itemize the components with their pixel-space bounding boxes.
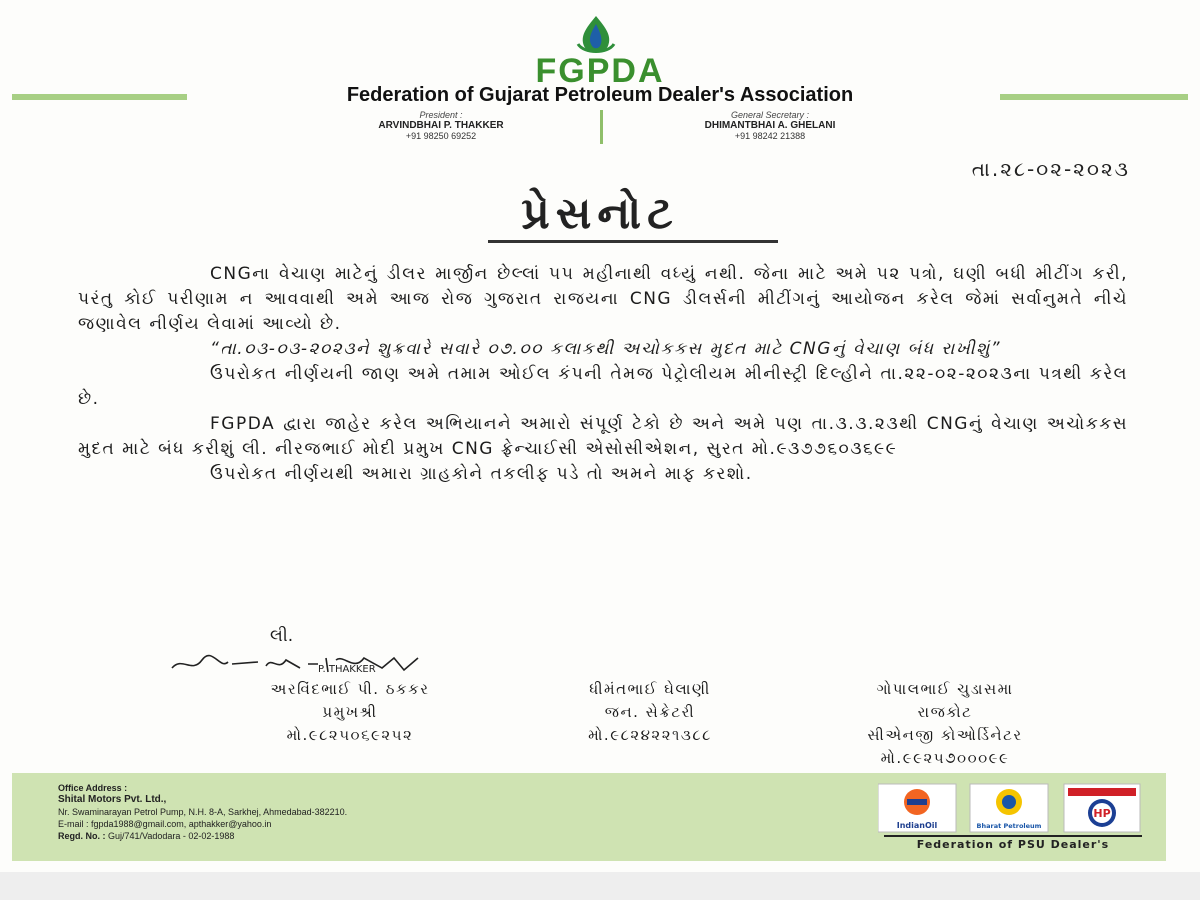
signatory-phone: મો.૯૮૨૪૨૨૧૩૮૮ [588, 726, 712, 744]
body-quote: “તા.૦૩-૦૩-૨૦૨૩ને શુક્રવારે સવારે ૦૭.૦૦ કલાકથી અચોકકસ મુદત માટે CNGનું વેચાણ બંધ રાખીશું” [210, 339, 1002, 359]
signatory-role: પ્રમુખશ્રી [322, 703, 378, 721]
email-line: E-mail : fgpda1988@gmail.com, apthakker@yahoo.in [58, 819, 272, 829]
bottom-strip [0, 872, 1200, 900]
header-divider [600, 110, 603, 144]
signatory-title: સીએનજી કોઓર્ડિનેટર [867, 726, 1023, 744]
document-title: પ્રેસનોટ [521, 188, 679, 239]
signatory-phone: મો.૯૯૨૫૭૦૦૦૯૯ [880, 749, 1010, 767]
sign-off: લી. [270, 626, 294, 646]
president-name: ARVINDBHAI P. THAKKER [378, 120, 504, 131]
signatory-name: ગોપાલભાઈ ચુડાસમા [876, 680, 1014, 698]
press-note-body [78, 262, 1128, 487]
company-name: Shital Motors Pvt. Ltd., [58, 794, 167, 805]
signatory-coordinator [780, 678, 1110, 770]
registration-value: Guj/741/Vadodara - 02-02-1988 [108, 831, 235, 841]
body-paragraph-1: CNGના વેચાણ માટેનું ડીલર માર્જીન છેલ્લાં ૫૫ મહીનાથી વધ્યું નથી. જેના માટે અમે ૫૨ પત્રો, ઘણી બધી મીટીંગ કરી, પરંતુ કોઈ પરીણામ ન આવવાથી અમે આજ રોજ ગુજરાત રાજયના CNG ડીલર્સની મીટીંગનું આયોજન કરેલ જેમાં સર્વાનુમતે નીચે જણાવેલ નીર્ણય લેવામાં આવ્યો છે. [78, 264, 1128, 334]
secretary-phone: +91 98242 21388 [734, 131, 806, 141]
psu-brand-logos [878, 782, 1142, 834]
bharat-label: Bharat Petroleum [976, 822, 1042, 830]
registration-line [58, 830, 598, 842]
signatory-phone: મો.૯૮૨૫૦૬૯૨૫૨ [286, 726, 414, 744]
brand-name: FGPDA [535, 52, 665, 90]
president-info [311, 110, 571, 141]
title-underline [488, 240, 778, 243]
signatory-secretary [520, 678, 780, 747]
signatory-role: રાજકોટ [917, 703, 973, 721]
organization-name: Federation of Gujarat Petroleum Dealer's Association [346, 84, 854, 106]
president-phone: +91 98250 69252 [405, 131, 477, 141]
document-date: તા.૨૮-૦૨-૨૦૨૩ [971, 157, 1130, 181]
bharat-petroleum-logo-icon [970, 784, 1048, 832]
office-address [58, 782, 598, 842]
indianoil-logo-icon [878, 784, 956, 832]
registration-label: Regd. No. : [58, 831, 106, 841]
body-paragraph-3: FGPDA દ્વારા જાહેર કરેલ અભિયાનને અમારો સંપૂર્ણ ટેકો છે અને અમે પણ તા.૩.૩.૨૩થી CNGનું વેચાણ અચોકકસ મુદત માટે બંધ કરીશું લી. નીરજભાઈ મોદી પ્રમુખ CNG ફ્રેન્ચાઈસી એસોસીએશન, સુરત મો.૯૩૭૭૬૦૩૬૯૯ [78, 414, 1128, 459]
handwritten-signature [168, 650, 438, 678]
psu-federation-label: Federation of PSU Dealer's [884, 835, 1142, 851]
president-role: President : [419, 110, 463, 120]
secretary-name: DHIMANTBHAI A. GHELANI [704, 120, 836, 131]
header-rule-right [1000, 94, 1188, 100]
signature-text: P. THAKKER [318, 664, 376, 675]
indianoil-label: IndianOil [896, 821, 938, 830]
secretary-role: General Secretary : [730, 110, 810, 120]
secretary-info [640, 110, 900, 141]
signatory-role: જન. સેક્રેટરી [604, 703, 696, 721]
body-paragraph-2: ઉપરોકત નીર્ણયની જાણ અમે તમામ ઓઈલ કંપની તેમજ પેટ્રોલીયમ મીનીસ્ટ્રી દિલ્હીને તા.૨૨-૦૨-૨૦૨૩ના પત્રથી કરેલ છે. [78, 364, 1128, 409]
signatory-name: અરવિંદભાઈ પી. ઠકકર [270, 680, 430, 698]
body-paragraph-4: ઉપરોકત નીર્ણયથી અમારા ગ્રાહકોને તકલીફ પડે તો અમને માફ કરશો. [210, 464, 753, 484]
signatory-name: ધીમંતભાઈ ઘેલાણી [589, 680, 711, 698]
office-address-label: Office Address : [58, 783, 128, 793]
hp-logo-icon [1064, 784, 1140, 832]
address-line: Nr. Swaminarayan Petrol Pump, N.H. 8-A, Sarkhej, Ahmedabad-382210. [58, 807, 348, 817]
hp-label: HP [1093, 807, 1111, 820]
signatory-president [200, 678, 500, 747]
